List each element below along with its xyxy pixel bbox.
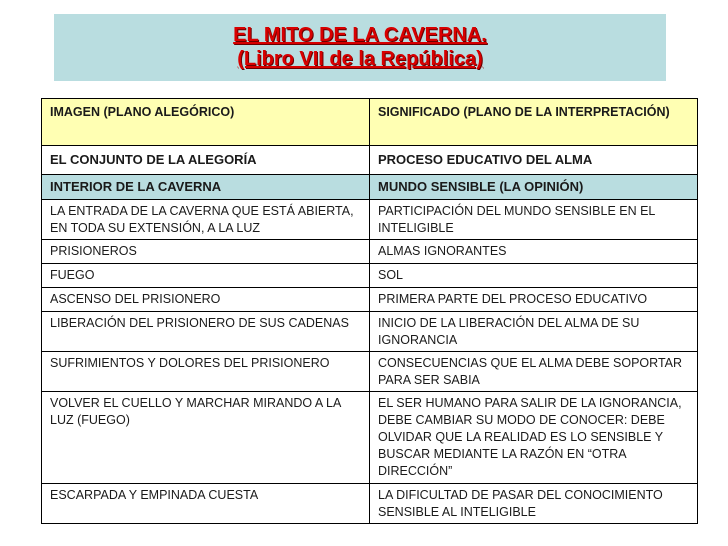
table-row <box>42 240 698 264</box>
title-banner <box>54 14 666 81</box>
table-header-row <box>42 99 698 146</box>
meaning-cell: ALMAS IGNORANTES <box>370 240 698 264</box>
meaning-cell: PARTICIPACIÓN DEL MUNDO SENSIBLE EN EL INTELIGIBLE <box>370 200 698 240</box>
section-image-cell: INTERIOR DE LA CAVERNA <box>42 175 370 200</box>
image-cell: VOLVER EL CUELLO Y MARCHAR MIRANDO A LA LUZ (FUEGO) <box>42 392 370 484</box>
column-header-image: IMAGEN (PLANO ALEGÓRICO) <box>42 99 370 146</box>
table-row-section <box>42 175 698 200</box>
table-row <box>42 288 698 312</box>
image-cell: SUFRIMIENTOS Y DOLORES DEL PRISIONERO <box>42 352 370 392</box>
page-title: EL MITO DE LA CAVERNA. <box>233 24 487 46</box>
meaning-cell: EL SER HUMANO PARA SALIR DE LA IGNORANCIA, DEBE CAMBIAR SU MODO DE CONOCER: DEBE OLVIDAR QUE LA REALIDAD ES LO SENSIBLE Y BUSCAR MEDIANTE LA RAZÓN EN “OTRA DIRECCIÓN” <box>370 392 698 484</box>
image-cell: ASCENSO DEL PRISIONERO <box>42 288 370 312</box>
image-cell: FUEGO <box>42 264 370 288</box>
overall-image-cell: EL CONJUNTO DE LA ALEGORÍA <box>42 146 370 175</box>
image-cell: ESCARPADA Y EMPINADA CUESTA <box>42 484 370 524</box>
table-row <box>42 352 698 392</box>
image-cell: PRISIONEROS <box>42 240 370 264</box>
allegory-table <box>41 98 698 524</box>
table-row <box>42 484 698 524</box>
table-row <box>42 392 698 484</box>
column-header-meaning: SIGNIFICADO (PLANO DE LA INTERPRETACIÓN) <box>370 99 698 146</box>
meaning-cell: SOL <box>370 264 698 288</box>
table-row <box>42 312 698 352</box>
image-cell: LA ENTRADA DE LA CAVERNA QUE ESTÁ ABIERTA, EN TODA SU EXTENSIÓN, A LA LUZ <box>42 200 370 240</box>
meaning-cell: LA DIFICULTAD DE PASAR DEL CONOCIMIENTO SENSIBLE AL INTELIGIBLE <box>370 484 698 524</box>
meaning-cell: INICIO DE LA LIBERACIÓN DEL ALMA DE SU IGNORANCIA <box>370 312 698 352</box>
image-cell: LIBERACIÓN DEL PRISIONERO DE SUS CADENAS <box>42 312 370 352</box>
table-row <box>42 264 698 288</box>
meaning-cell: CONSECUENCIAS QUE EL ALMA DEBE SOPORTAR PARA SER SABIA <box>370 352 698 392</box>
meaning-cell: PRIMERA PARTE DEL PROCESO EDUCATIVO <box>370 288 698 312</box>
section-meaning-cell: MUNDO SENSIBLE (LA OPINIÓN) <box>370 175 698 200</box>
table-row <box>42 200 698 240</box>
overall-meaning-cell: PROCESO EDUCATIVO DEL ALMA <box>370 146 698 175</box>
page-subtitle: (Libro VII de la República) <box>237 48 483 70</box>
table-row-overall <box>42 146 698 175</box>
